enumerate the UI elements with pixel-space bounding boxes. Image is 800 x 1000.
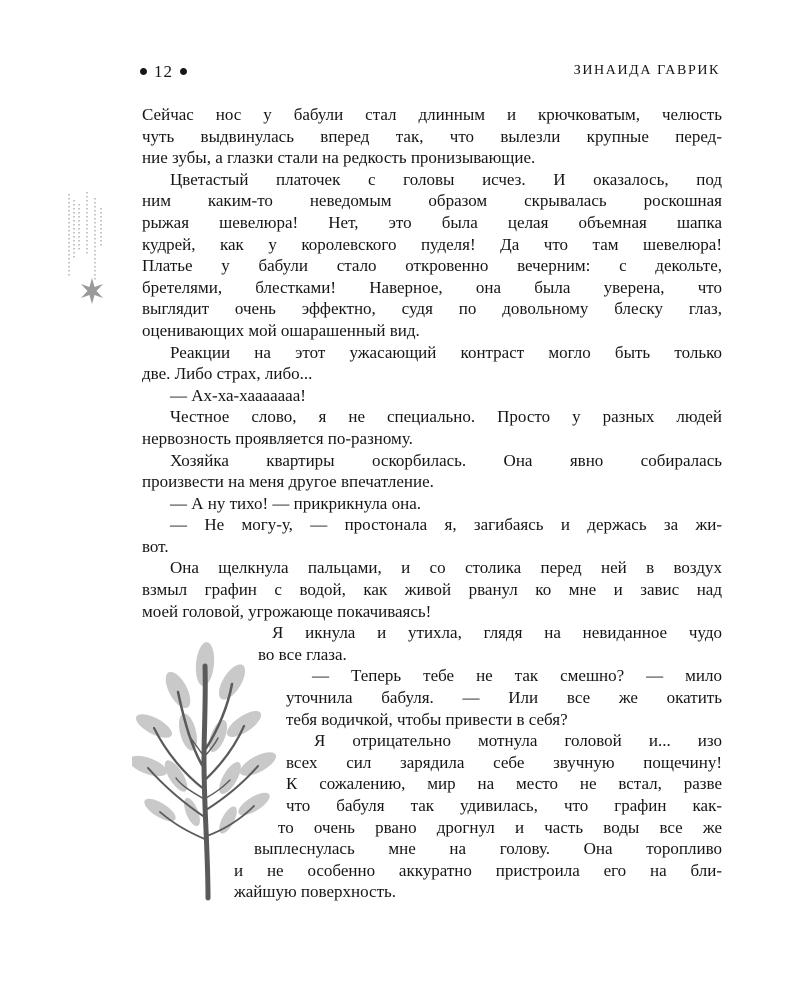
text-line: бретелями, блестками! Наверное, она была уверена, что [142, 277, 722, 297]
text-line: взмыл графин с водой, как живой рванул ко мне и завис над [142, 580, 722, 600]
text-line: выглядит очень эффектно, судя по довольному блеску глаз, [142, 299, 722, 319]
text-line: Платье у бабули стало откровенно вечерним: с декольте, [142, 256, 722, 276]
text-line: нервозность проявляется по-разному. [142, 428, 413, 448]
text-line: чуть выдвинулась вперед так, что вылезли крупные перед- [142, 126, 722, 146]
text-line: и не особенно аккуратно пристроила его на бли- [234, 860, 722, 880]
text-line: Реакции на этот ужасающий контраст могло быть только [170, 342, 722, 362]
text-line: Я отрицательно мотнула головой и... изо [314, 731, 722, 751]
text-line: Честное слово, я не специально. Просто у разных людей [170, 407, 722, 427]
text-line: К сожалению, мир на место не встал, разве [286, 774, 722, 794]
bullet-icon [180, 68, 187, 75]
text-line: жайшую поверхность. [234, 882, 396, 902]
text-line: моей головой, угрожающе покачиваясь! [142, 601, 432, 621]
text-line: Я икнула и утихла, глядя на невиданное чудо [272, 623, 722, 643]
text-line: кудрей, как у королевского пуделя! Да что там шевелюра! [142, 234, 722, 254]
text-line: — Теперь тебе не так смешно? — мило [312, 666, 722, 686]
text-line: оценивающих мой ошарашенный вид. [142, 320, 420, 340]
running-header [140, 62, 720, 84]
text-line: произвести на меня другое впечатление. [142, 472, 434, 492]
text-line: выплеснулась мне на голову. Она торопливо [254, 839, 722, 859]
text-line: ним каким-то неведомым образом скрывалась роскошная [142, 191, 722, 211]
text-line: во все глаза. [258, 644, 347, 664]
text-line: две. Либо страх, либо... [142, 364, 313, 384]
text-line: вот. [142, 536, 169, 556]
author-name: ЗИНАИДА ГАВРИК [573, 63, 720, 78]
page-number-text: 12 [154, 62, 173, 81]
text-line: Она щелкнула пальцами, и со столика перед ней в воздух [170, 558, 722, 578]
text-line: Цветастый платочек с головы исчез. И оказалось, под [170, 169, 722, 189]
text-line: — Ах-ха-хааааааа! [170, 385, 306, 405]
text-line: то очень рвано дрогнул и часть воды все же [278, 817, 722, 837]
text-line: — Не могу-у, — простонала я, загибаясь и держась за жи- [170, 515, 722, 535]
star-icon [81, 278, 103, 304]
chapter-text [142, 104, 722, 903]
bullet-icon [140, 68, 147, 75]
falling-stars-icon [62, 190, 112, 320]
text-line: Хозяйка квартиры оскорбилась. Она явно собиралась [170, 450, 722, 470]
text-line: Сейчас нос у бабули стал длинным и крючковатым, челюсть [142, 105, 722, 124]
text-line: ние зубы, а глазки стали на редкость пронизывающие. [142, 148, 536, 168]
page-number [140, 62, 194, 82]
text-line: рыжая шевелюра! Нет, это была целая объемная шапка [142, 212, 722, 232]
text-line: всех сил зарядила себе звучную пощечину! [286, 752, 722, 772]
text-line: что бабуля так удивилась, что графин как- [286, 796, 722, 815]
text-line: — А ну тихо! — прикрикнула она. [170, 493, 421, 513]
text-line: тебя водичкой, чтобы привести в себя? [286, 709, 568, 729]
text-line: уточнила бабуля. — Или все же окатить [286, 688, 722, 708]
